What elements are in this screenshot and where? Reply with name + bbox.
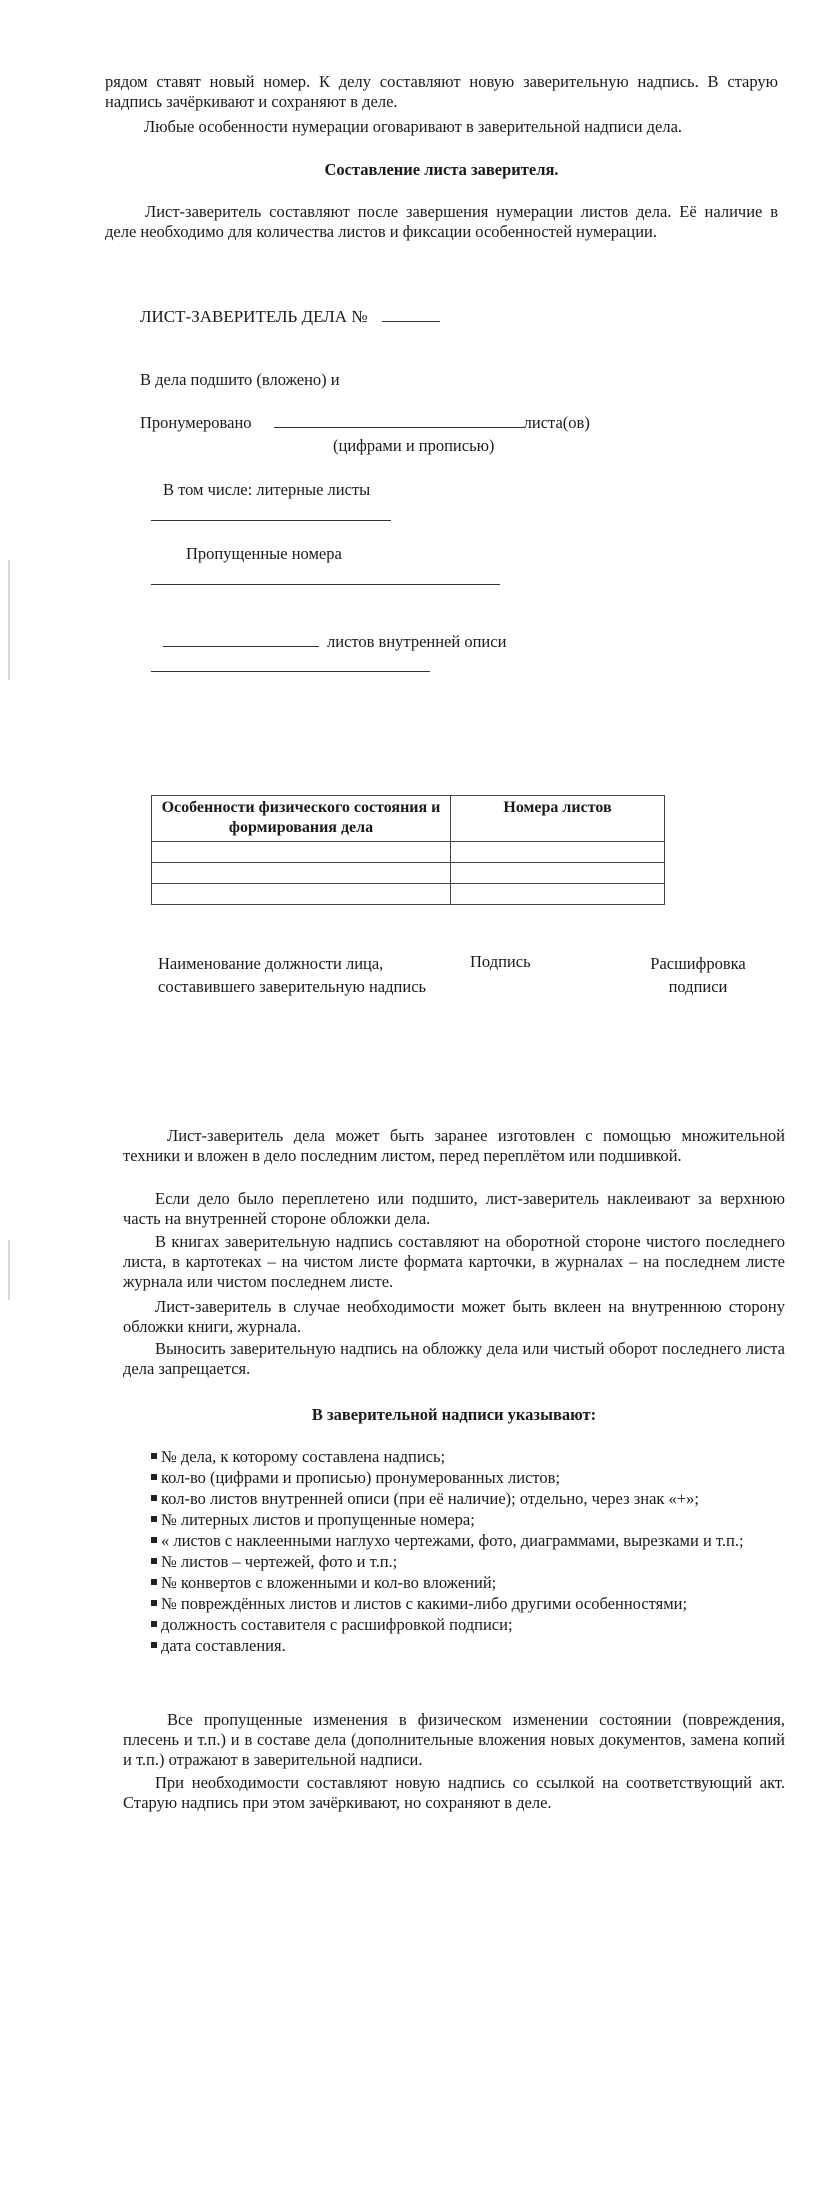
- list-item: « листов с наклеенными наглухо чертежами, фото, диаграммами, вырезками и т.п.;: [123, 1530, 785, 1551]
- table-cell: [451, 863, 665, 884]
- list-item: № конвертов с вложенными и кол-во вложений;: [123, 1572, 785, 1593]
- body-paragraph: Лист-заверитель в случае необходимости может быть вклеен на внутреннюю сторону обложки книги, журнала.: [123, 1297, 785, 1336]
- features-table: [151, 795, 665, 905]
- section-heading: Составление листа заверителя.: [324, 160, 559, 179]
- bullet-icon: [151, 1642, 157, 1648]
- closing-paragraph: Все пропущенные изменения в физическом изменении состоянии (повреждения, плесень и т.п.) и в составе дела (дополнительные вложения новых документов, замена копий и т.п.) отражают в заверительной надписи.: [123, 1710, 785, 1769]
- sign-position-label: Наименование должности лица, составившего заверительную надпись: [158, 954, 427, 996]
- form-line-numbered: Пронумеровано листа(ов): [140, 413, 590, 432]
- bullet-icon: [151, 1600, 157, 1606]
- table-header-sheet-numbers: Номера листов: [451, 796, 665, 842]
- table-header-row: [152, 796, 665, 842]
- form-including: В том числе: литерные листы: [163, 480, 371, 499]
- bullet-icon: [151, 1621, 157, 1627]
- form-title: ЛИСТ-ЗАВЕРИТЕЛЬ ДЕЛА №: [140, 307, 440, 327]
- section-heading-2: В заверительной надписи указывают:: [311, 1405, 597, 1424]
- form-missing-numbers: Пропущенные номера: [186, 544, 342, 563]
- bullet-icon: [151, 1453, 157, 1459]
- table-row: [152, 884, 665, 905]
- body-paragraph: Если дело было переплетено или подшито, лист-заверитель наклеивают за верхнюю часть на внутренней стороне обложки дела.: [123, 1189, 785, 1228]
- table-cell: [152, 884, 451, 905]
- missing-numbers-blank: [151, 584, 500, 585]
- body-paragraph: Лист-заверитель дела может быть заранее изготовлен с помощью множительной техники и вложен в дело последним листом, перед переплётом или подшивкой.: [123, 1126, 785, 1165]
- requirements-list: [123, 1446, 785, 1656]
- inner-inventory-blank-2: [151, 671, 430, 672]
- bullet-icon: [151, 1558, 157, 1564]
- case-number-blank: [382, 321, 440, 322]
- scan-edge-mark: [8, 1240, 10, 1300]
- list-item: № литерных листов и пропущенные номера;: [123, 1509, 785, 1530]
- bullet-icon: [151, 1474, 157, 1480]
- section-paragraph: Лист-заверитель составляют после завершения нумерации листов дела. Её наличие в деле необходимо для количества листов и фиксации особенностей нумерации.: [105, 202, 778, 241]
- including-blank: [151, 520, 391, 521]
- numbered-blank: [274, 427, 524, 428]
- scan-edge-mark: [8, 560, 10, 680]
- bullet-icon: [151, 1537, 157, 1543]
- sign-signature-label: Подпись: [470, 952, 531, 971]
- inner-inventory-blank: [163, 646, 319, 647]
- body-paragraph: Выносить заверительную надпись на обложку дела или чистый оборот последнего листа дела запрещается.: [123, 1339, 785, 1378]
- list-item: кол-во (цифрами и прописью) пронумерованных листов;: [123, 1467, 785, 1488]
- table-row: [152, 842, 665, 863]
- table-cell: [451, 842, 665, 863]
- table-cell: [152, 863, 451, 884]
- table-header-features: Особенности физического состояния и формирования дела: [152, 796, 451, 842]
- intro-paragraph-2: Любые особенности нумерации оговаривают в заверительной надписи дела.: [144, 117, 683, 136]
- table-cell: [451, 884, 665, 905]
- form-inner-inventory: листов внутренней описи: [163, 632, 506, 652]
- closing-paragraph-2: При необходимости составляют новую надпись со ссылкой на соответствующий акт. Старую надпись при этом зачёркивают, но сохраняют в деле.: [123, 1773, 785, 1812]
- list-item: № листов – чертежей, фото и т.п.;: [123, 1551, 785, 1572]
- table-cell: [152, 842, 451, 863]
- list-item: кол-во листов внутренней описи (при её наличие); отдельно, через знак «+»;: [123, 1488, 785, 1509]
- list-item: дата составления.: [123, 1635, 785, 1656]
- bullet-icon: [151, 1516, 157, 1522]
- form-numbered-hint: (цифрами и прописью): [333, 436, 495, 455]
- list-item: № дела, к которому составлена надпись;: [123, 1446, 785, 1467]
- list-item: № повреждённых листов и листов с какими-либо другими особенностями;: [123, 1593, 785, 1614]
- intro-paragraph: рядом ставят новый номер. К делу составляют новую заверительную надпись. В старую надпись зачёркивают и сохраняют в деле.: [105, 72, 778, 111]
- form-line-sewn: В дела подшито (вложено) и: [140, 370, 340, 389]
- table-row: [152, 863, 665, 884]
- sign-decoding-label: Расшифровка подписи: [650, 954, 746, 996]
- bullet-icon: [151, 1495, 157, 1501]
- body-paragraph: В книгах заверительную надпись составляют на оборотной стороне чистого последнего листа, в картотеках – на чистом листе формата карточки, в журналах – на последнем листе журнала или чистом последнем листе.: [123, 1232, 785, 1291]
- list-item: должность составителя с расшифровкой подписи;: [123, 1614, 785, 1635]
- bullet-icon: [151, 1579, 157, 1585]
